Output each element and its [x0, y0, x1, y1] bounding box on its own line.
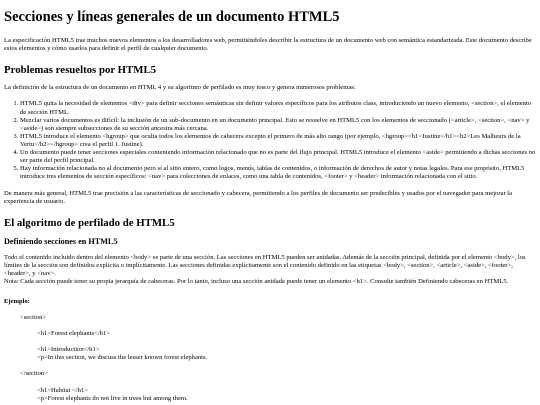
sections-paragraph	[4, 254, 536, 286]
subsection-heading-defining-sections: Definiendo secciones en HTML5	[4, 237, 118, 247]
list-item: 2. Mezclar varios documentos es difícil: la inclusión de un sub-documento en un documento principal. Esto se resuelve en HTML5 con los elementos de seccionado (<article>, <section>, <nav> y <aside>) son siempre subsecciones de su sección ancestra más cercana.	[20, 117, 536, 133]
summary-paragraph: De manera más general, HTML5 trae precisión a las características de seccionado y cabecera, permitiendo a los perfiles de documento ser predecibles y usados por el navegador para mejorar la experiencia de usuario.	[4, 189, 513, 205]
list-item: 1. HTML5 quita la necesidad de elementos <div> para definir secciones semánticas sin definir valores específicos para los atributos class, introduciendo un nuevo elemento, <section>, el elemento de sección HTML.	[20, 100, 536, 116]
section-heading-problems: Problemas resueltos por HTML5	[4, 63, 157, 76]
example-label: Ejemplo:	[4, 297, 31, 305]
list-item: 3. HTML5 introduce el elemento <hgroup> que oculta todos los elementos de cabecera excepto el primero de más alto rango (por ejemplo, <hgroup><h1>Justine</h1><h2>Les Malheurs de la Vertu</h2></hgroup> crea el perfil 1. Justine).	[20, 133, 536, 149]
code-line: <section>	[20, 313, 47, 321]
code-line: <p>In this section, we discuss the lesser known forest elephants.	[37, 354, 208, 362]
intro-paragraph: La especificación HTML5 trae muchos nuevos elementos a los desarrolladores web, permitiéndoles describir la estructura de un documento web con semántica estandarizada. Este documento describe estos elementos y cómo usarlos para definir el perfil de cualquier documento.	[4, 36, 532, 52]
code-line: <h1>Habitat </h1>	[37, 386, 88, 394]
section-heading-algorithm: El algoritmo de perfilado de HTML5	[4, 216, 175, 229]
code-line: <p>Forest elephants do not live in trees but among them.	[37, 394, 188, 402]
page-title: Secciones y líneas generales de un documento HTML5	[4, 9, 340, 25]
code-line: <h1>Introduction</h1>	[37, 346, 100, 354]
problems-list	[4, 100, 536, 181]
code-example	[4, 314, 536, 403]
code-line: <h1>Forest elephants</h1>	[37, 330, 110, 338]
sections-description: Todo el contenido incluido dentro del elemento <body> es parte de una sección. Las secciones en HTML5 pueden ser anidadas. Además de la sección principal, definida por el elemento <body>, los límites de la sección son definidos explícita o implícitamente. Las secciones definidas explícitamente son el contenido definido en las etiquetas <body>, <section>, <article>, <aside>, <footer>, <header>, y <nav>.	[4, 253, 526, 277]
list-item: 5. Hay información relacionada no al documento pero sí al sitio entero, como logos, menús, tablas de contenidos, o información de derechos de autor y notas legales. Para ese propósito, HTML5 introduce tres elementos de sección específicos: <nav> para colecciones de enlaces, como una tabla de contenidos, <footer> y <header> información relacionada con el sitio.	[20, 165, 536, 181]
problems-lead-paragraph: La definición de la estructura de un documento en HTML 4 y su algoritmo de perfilado es muy tosco y genera numerosos problemas:	[4, 84, 356, 92]
code-line: </section>	[20, 370, 48, 378]
list-item: 4. Un documento puede tener secciones especiales conteniendo información relacionado que no es parte del flujo principal. HTML5 introduce el elemento <aside> permitiendo a dichas secciones no ser parte del perfil principal.	[20, 149, 536, 165]
sections-note: Nota: Cada sección puede tener su propia jerarquía de cabeceras. Por lo tanto, incluso una sección anidada puede tener un elemento <h1>. Consulte también Definiendo cabeceras en HTML5.	[4, 277, 509, 285]
